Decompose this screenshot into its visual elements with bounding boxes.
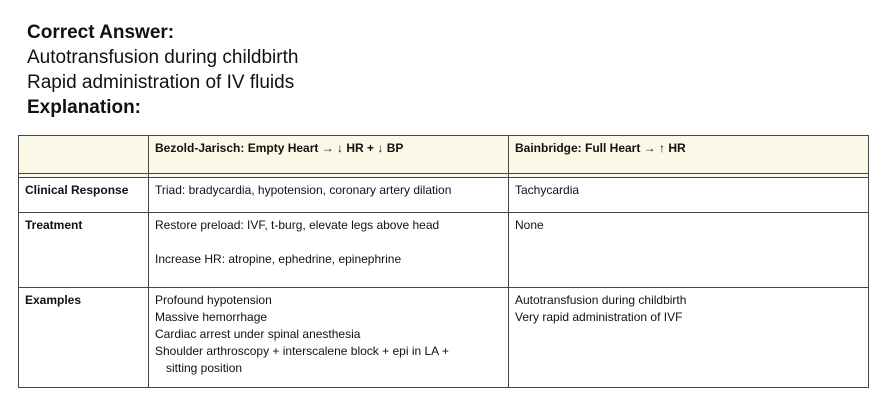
answer-block [27,20,298,120]
clinical-bainbridge-cell: Tachycardia [509,178,869,213]
treatment-bezold-cell [149,213,509,288]
answer-line-2: Rapid administration of IV fluids [27,72,295,93]
examples-bainbridge-cell [509,288,869,388]
correct-answer-heading: Correct Answer: [27,22,175,43]
treatment-bezold-line-2: Increase HR: atropine, ephedrine, epinephrine [155,252,402,266]
list-item: Shoulder arthroscopy + interscalene block + epi in LA + [155,344,449,358]
table-header-row [19,136,869,174]
list-item-continuation: sitting position [166,361,243,375]
header-bezold-jarisch: Bezold-Jarisch: Empty Heart → ↓ HR + ↓ BP [149,136,509,174]
list-item: Autotransfusion during childbirth [515,293,687,307]
row-label-clinical-response: Clinical Response [19,178,149,213]
line-gap [155,234,502,251]
list-item: Massive hemorrhage [155,310,268,324]
examples-bezold-cell [149,288,509,388]
row-label-examples: Examples [19,288,149,388]
list-item: Cardiac arrest under spinal anesthesia [155,327,361,341]
clinical-bezold-cell: Triad: bradycardia, hypotension, coronary artery dilation [149,178,509,213]
table-row [19,213,869,288]
table-row [19,288,869,388]
list-item: Very rapid administration of IVF [515,310,683,324]
answer-line-1: Autotransfusion during childbirth [27,47,299,68]
list-item: Profound hypotension [155,293,272,307]
explanation-heading: Explanation: [27,97,142,118]
header-bainbridge: Bainbridge: Full Heart → ↑ HR [509,136,869,174]
header-empty-cell [19,136,149,174]
table-row [19,178,869,213]
treatment-bezold-line-1: Restore preload: IVF, t-burg, elevate legs above head [155,218,440,232]
reflex-comparison-table [18,135,869,388]
row-label-treatment: Treatment [19,213,149,288]
treatment-bainbridge-cell: None [509,213,869,288]
